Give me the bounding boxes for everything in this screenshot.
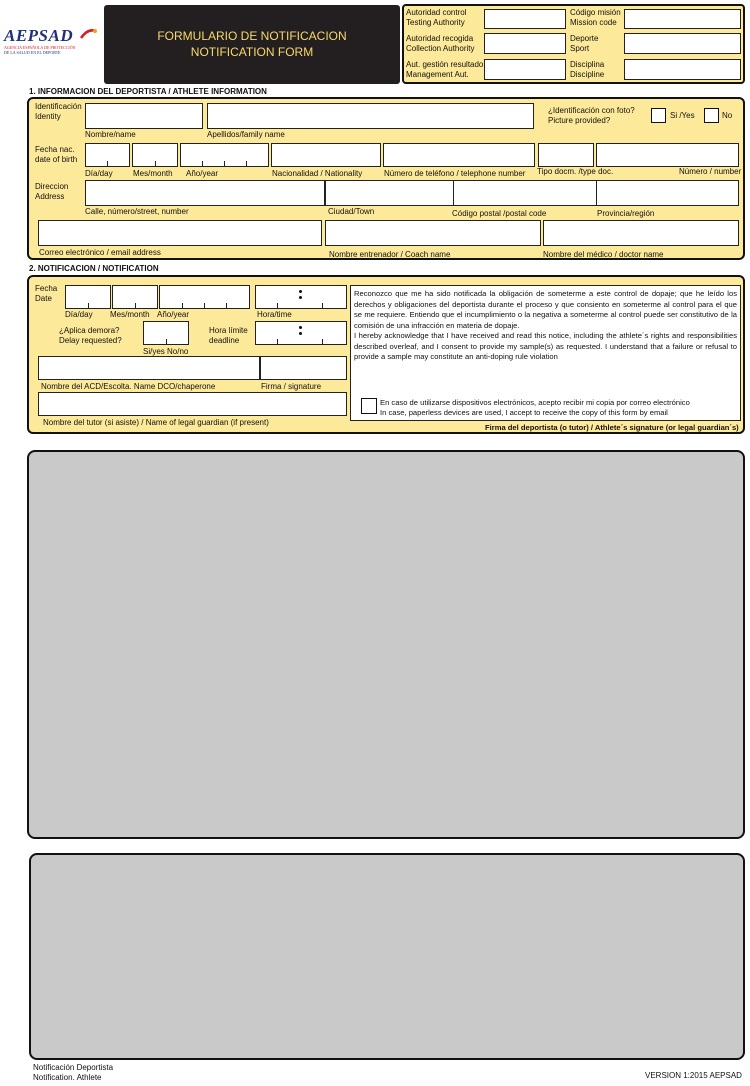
doc-number-label: Número / number	[679, 167, 742, 176]
consent-box	[350, 285, 741, 421]
collection-authority-label: Autoridad recogida Collection Authority	[406, 34, 475, 53]
discipline-label: Disciplina Discipline	[570, 60, 605, 79]
doctor-label: Nombre del médico / doctor name	[543, 250, 664, 259]
photo-question: ¿Identificación con foto? Picture provided?	[548, 106, 635, 125]
version-label: VERSION 1:2015 AEPSAD	[645, 1071, 742, 1080]
notification-section-title: 2. NOTIFICACION / NOTIFICATION	[29, 264, 159, 273]
sport-field[interactable]	[624, 33, 741, 54]
photo-yes-label: Si /Yes	[670, 111, 695, 120]
consent-text-en: I hereby acknowledge that I have received and read this notice, including the athlete´s rights and responsibilities described overleaf, and I consent to provide my sample(s) as requested. I understand that a failure or refusal to provide a sample may constitute an anti-doping rule violation	[354, 331, 737, 361]
doctor-field[interactable]	[543, 220, 739, 246]
gray-panel-top	[27, 450, 745, 839]
postal-field[interactable]	[453, 180, 597, 206]
street-label: Calle, número/street, number	[85, 207, 189, 216]
logo-swoosh-icon	[80, 28, 98, 42]
notification-panel	[27, 275, 745, 434]
athlete-signature-label: Firma del deportista (o tutor) / Athlete´s signature (or legal guardian´s)	[485, 423, 739, 432]
logo-subtitle-1: AGENCIA ESPAÑOLA DE PROTECCIÓN	[4, 45, 76, 50]
collection-authority-field[interactable]	[484, 33, 566, 54]
identity-label: Identificación Identity	[35, 102, 82, 121]
dob-day-label: Día/day	[85, 169, 113, 178]
authority-panel	[402, 4, 745, 84]
management-authority-label: Aut. gestión resultado Management Aut.	[406, 60, 484, 79]
doc-type-field[interactable]	[538, 143, 594, 167]
doc-type-label: Tipo docm. /type doc.	[537, 167, 614, 176]
dob-year-label: Año/year	[186, 169, 219, 178]
footer-copy-label: Notificación Deportista Notification. Athlete	[33, 1063, 114, 1082]
coach-field[interactable]	[325, 220, 541, 246]
email-label: Correo electrónico / email address	[39, 248, 161, 257]
consent-text-es: Reconozco que me ha sido notificada la obligación de someterme a este control de dopaje; que he leído los derechos y obligaciones del deportista durante el proceso y que consiento en someterme al control para el que se me requiere. Entiendo que el incumplimiento o la negativa a someterme al control puede ser constitutivo de la comisión de una infracción en materia de dopaje.	[354, 289, 737, 330]
sport-label: Deporte Sport	[570, 34, 599, 53]
notif-year-label: Año/year	[157, 310, 190, 319]
mission-code-field[interactable]	[624, 9, 741, 29]
logo-text: AEPSAD	[4, 26, 74, 45]
gray-panel-bottom	[29, 853, 745, 1060]
phone-field[interactable]	[383, 143, 535, 167]
postal-label: Código postal /postal code	[452, 209, 547, 218]
dco-name-label: Nombre del ACD/Escolta. Name DCO/chaperone	[41, 382, 216, 391]
testing-authority-label: Autoridad control Testing Authority	[406, 8, 467, 27]
form-title-en: NOTIFICATION FORM	[190, 45, 314, 59]
city-field[interactable]	[325, 180, 454, 206]
photo-yes-checkbox[interactable]	[651, 108, 666, 123]
delay-question: ¿Aplica demora? Delay requested?	[59, 326, 122, 345]
surname-label: Apellidos/family name	[207, 130, 285, 139]
athlete-section-title: 1. INFORMACION DEL DEPORTISTA / ATHLETE INFORMATION	[29, 87, 267, 96]
title-block	[104, 5, 400, 84]
athlete-panel	[27, 97, 745, 260]
surname-field[interactable]	[207, 103, 534, 129]
dco-signature-field[interactable]	[260, 356, 347, 380]
dco-name-field[interactable]	[38, 356, 260, 380]
logo	[2, 26, 100, 62]
nationality-label: Nacionalidad / Nationality	[272, 169, 363, 178]
electronic-copy-en: In case, paperless devices are used, I accept to receive the copy of this form by email	[380, 408, 668, 417]
photo-no-label: No	[722, 111, 733, 120]
delay-yesno-label: Si/yes No/no	[143, 347, 189, 356]
photo-no-checkbox[interactable]	[704, 108, 719, 123]
testing-authority-field[interactable]	[484, 9, 566, 29]
electronic-copy-checkbox[interactable]	[361, 398, 377, 414]
notif-time-label: Hora/time	[257, 310, 292, 319]
name-label: Nombre/name	[85, 130, 136, 139]
dob-label: Fecha nac. date of birth	[35, 145, 78, 164]
province-field[interactable]	[596, 180, 739, 206]
nationality-field[interactable]	[271, 143, 381, 167]
street-field[interactable]	[85, 180, 325, 206]
management-authority-field[interactable]	[484, 59, 566, 80]
city-label: Ciudad/Town	[328, 207, 375, 216]
dob-month-label: Mes/month	[133, 169, 173, 178]
logo-subtitle-2: DE LA SALUD EN EL DEPORTE	[4, 50, 61, 55]
guardian-field[interactable]	[38, 392, 347, 416]
coach-label: Nombre entrenador / Coach name	[329, 250, 451, 259]
form-title-es: FORMULARIO DE NOTIFICACION	[157, 29, 347, 43]
discipline-field[interactable]	[624, 59, 741, 80]
email-field[interactable]	[38, 220, 322, 246]
notif-day-label: Día/day	[65, 310, 93, 319]
province-label: Provincia/región	[597, 209, 655, 218]
electronic-copy-es: En caso de utilizarse dispositivos electrónicos, acepto recibir mi copia por correo electrónico	[380, 398, 690, 407]
address-label: Direccion Address	[35, 182, 69, 201]
doc-number-field[interactable]	[596, 143, 739, 167]
mission-code-label: Código misión Mission code	[570, 8, 621, 27]
name-field[interactable]	[85, 103, 203, 129]
guardian-label: Nombre del tutor (si asiste) / Name of legal guardian (if present)	[43, 418, 269, 427]
phone-label: Número de teléfono / telephone number	[384, 169, 526, 178]
dco-signature-label: Firma / signature	[261, 382, 322, 391]
notif-date-label: Fecha Date	[35, 284, 58, 303]
notif-month-label: Mes/month	[110, 310, 150, 319]
deadline-label: Hora límite deadline	[209, 326, 248, 345]
